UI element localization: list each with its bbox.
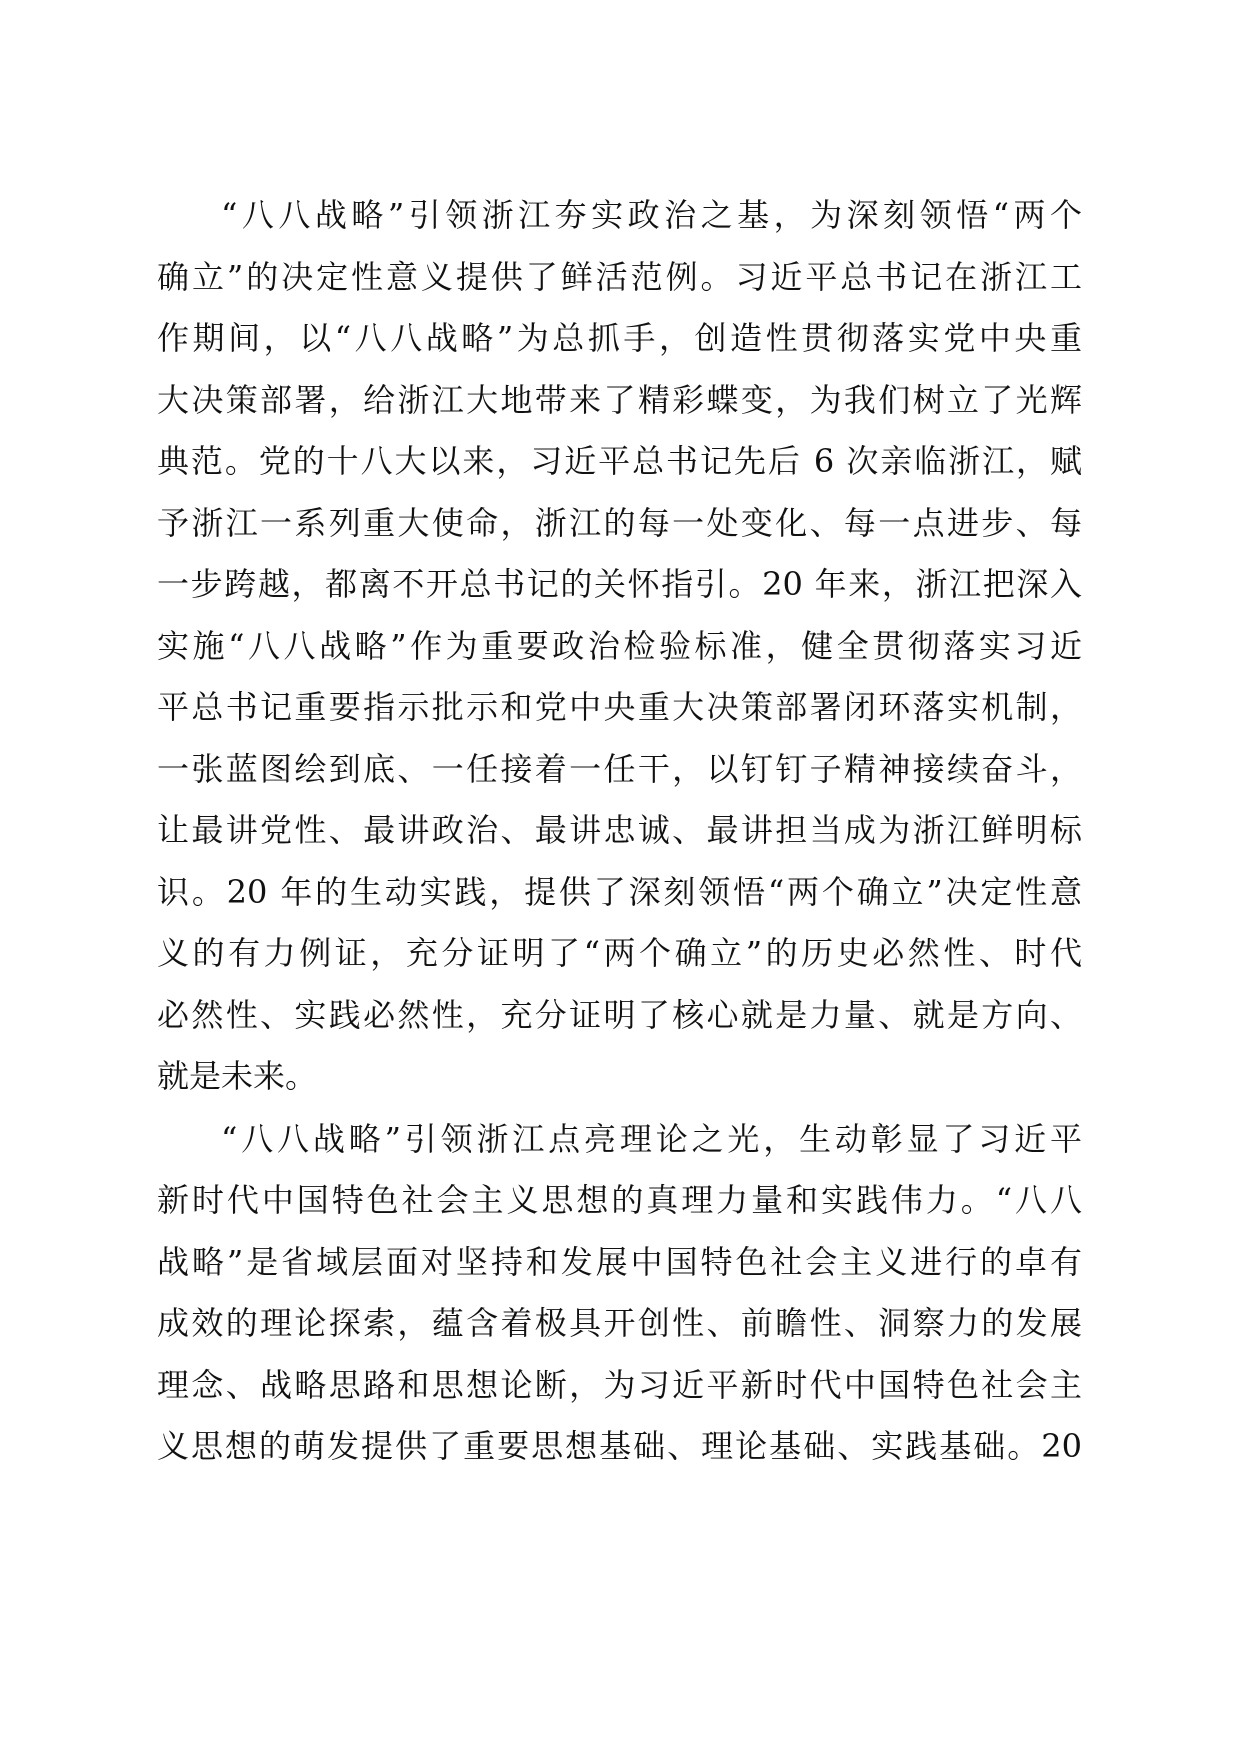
paragraph-line: “八八战略”引领浙江夯实政治之基，为深刻领悟“两个 (221, 196, 1082, 234)
paragraph-line: 典范。党的十八大以来，习近平总书记先后 6 次亲临浙江，赋 (157, 442, 1082, 480)
paragraph-line: 义的有力例证，充分证明了“两个确立”的历史必然性、时代 (157, 934, 1082, 972)
paragraph-line: 成效的理论探索，蕴含着极具开创性、前瞻性、洞察力的发展 (157, 1304, 1082, 1342)
paragraph-line: 确立”的决定性意义提供了鲜活范例。习近平总书记在浙江工 (157, 257, 1082, 296)
paragraph-line: 理念、战略思路和思想论断，为习近平新时代中国特色社会主 (157, 1365, 1082, 1404)
paragraph-line: 让最讲党性、最讲政治、最讲忠诚、最讲担当成为浙江鲜明标 (157, 811, 1082, 849)
paragraph-line: 平总书记重要指示批示和党中央重大决策部署闭环落实机制， (157, 688, 1082, 726)
paragraph-1 (157, 185, 1082, 1108)
paragraph-line: 一步跨越，都离不开总书记的关怀指引。20 年来，浙江把深入 (157, 565, 1082, 603)
paragraph-line: 就是未来。 (157, 1057, 318, 1095)
paragraph-line: 大决策部署，给浙江大地带来了精彩蝶变，为我们树立了光辉 (157, 380, 1082, 419)
paragraph-line: 一张蓝图绘到底、一任接着一任干，以钉钉子精神接续奋斗， (157, 749, 1082, 788)
paragraph-line: 义思想的萌发提供了重要思想基础、理论基础、实践基础。20 (157, 1427, 1082, 1465)
paragraph-line: 战略”是省域层面对坚持和发展中国特色社会主义进行的卓有 (157, 1242, 1082, 1281)
paragraph-line: 必然性、实践必然性，充分证明了核心就是力量、就是方向、 (157, 995, 1082, 1034)
paragraph-line: “八八战略”引领浙江点亮理论之光，生动彰显了习近平 (221, 1119, 1082, 1158)
paragraph-line: 作期间，以“八八战略”为总抓手，创造性贯彻落实党中央重 (157, 319, 1082, 357)
document-body (157, 185, 1082, 1478)
paragraph-line: 新时代中国特色社会主义思想的真理力量和实践伟力。“八八 (157, 1181, 1082, 1219)
paragraph-2 (157, 1109, 1082, 1478)
paragraph-line: 识。20 年的生动实践，提供了深刻领悟“两个确立”决定性意 (157, 872, 1082, 911)
paragraph-line: 实施“八八战略”作为重要政治检验标准，健全贯彻落实习近 (157, 626, 1082, 665)
paragraph-line: 予浙江一系列重大使命，浙江的每一处变化、每一点进步、每 (157, 503, 1082, 542)
